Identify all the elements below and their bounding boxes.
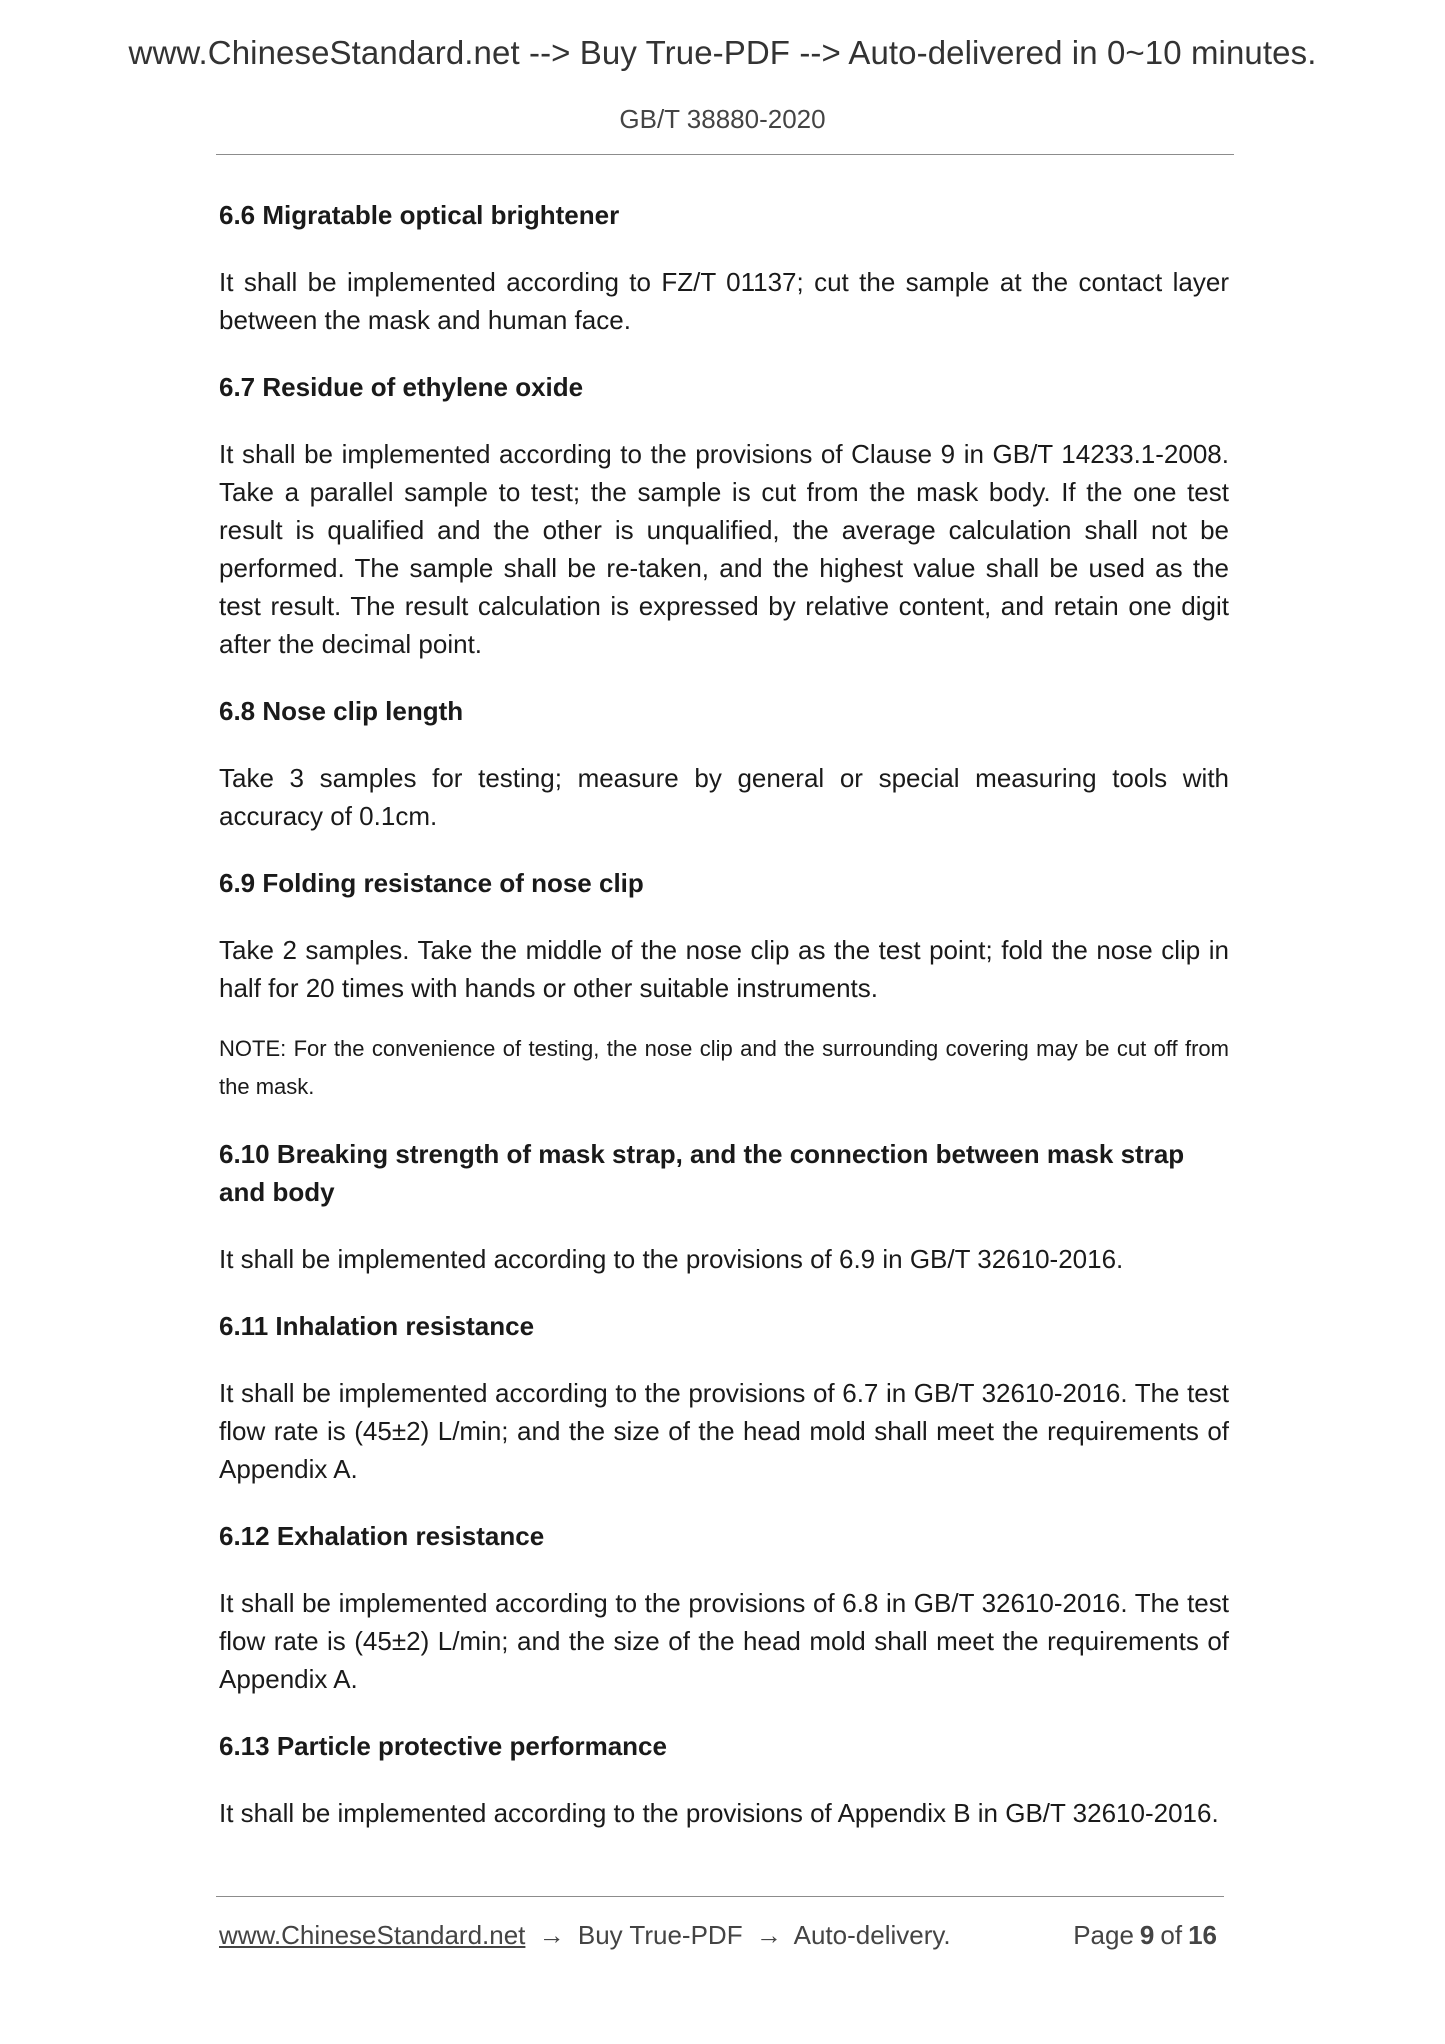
section-6-13-title: 6.13 Particle protective performance bbox=[219, 1731, 667, 1761]
page-current: 9 bbox=[1139, 1920, 1155, 1950]
arrow-right-icon: → bbox=[538, 1920, 565, 1950]
top-banner: www.ChineseStandard.net --> Buy True-PDF --> Auto-delivered in 0~10 minutes. bbox=[128, 34, 1317, 71]
section-6-6-body: It shall be implemented according to FZ/T 01137; cut the sample at the contact layer between the mask and human face. bbox=[219, 267, 1229, 335]
section-6-10-body: It shall be implemented according to the provisions of 6.9 in GB/T 32610-2016. bbox=[219, 1244, 1124, 1274]
footer-delivery-text: Auto-delivery. bbox=[793, 1920, 951, 1950]
header-divider bbox=[216, 154, 1234, 155]
section-6-12-title: 6.12 Exhalation resistance bbox=[219, 1521, 545, 1551]
section-6-12-body: It shall be implemented according to the provisions of 6.8 in GB/T 32610-2016. The test flow rate is (45±2) L/min; and the size of the head mold shall meet the requirements of Appendix A. bbox=[219, 1588, 1229, 1694]
footer-divider bbox=[216, 1896, 1224, 1897]
section-6-11-body: It shall be implemented according to the provisions of 6.7 in GB/T 32610-2016. The test flow rate is (45±2) L/min; and the size of the head mold shall meet the requirements of Appendix A. bbox=[219, 1378, 1229, 1484]
page-label: Page bbox=[1073, 1920, 1134, 1950]
page-of: of bbox=[1160, 1920, 1183, 1950]
section-6-7-body: It shall be implemented according to the provisions of Clause 9 in GB/T 14233.1-2008. Take a parallel sample to test; the sample is cut from the mask body. If the one test result is qualified and the other is unqualified, the average calculation shall not be performed. The sample shall be re-taken, and the highest value shall be used as the test result. The result calculation is expressed by relative content, and retain one digit after the decimal point. bbox=[219, 439, 1229, 659]
page-footer bbox=[219, 1918, 1223, 1952]
standard-number: GB/T 38880-2020 bbox=[619, 104, 826, 134]
page-total: 16 bbox=[1188, 1920, 1217, 1950]
section-6-9-title: 6.9 Folding resistance of nose clip bbox=[219, 868, 644, 898]
section-6-9-note: NOTE: For the convenience of testing, the nose clip and the surrounding covering may be cut off from the mask. bbox=[219, 1036, 1229, 1099]
section-6-13-body: It shall be implemented according to the provisions of Appendix B in GB/T 32610-2016. bbox=[219, 1798, 1219, 1828]
section-6-6-title: 6.6 Migratable optical brightener bbox=[219, 200, 620, 230]
section-6-10-title: 6.10 Breaking strength of mask strap, and the connection between mask strap and body bbox=[219, 1139, 1185, 1207]
page-indicator bbox=[1073, 1918, 1223, 1952]
section-6-11-title: 6.11 Inhalation resistance bbox=[219, 1311, 535, 1341]
section-6-7-title: 6.7 Residue of ethylene oxide bbox=[219, 372, 584, 402]
section-6-8-body: Take 3 samples for testing; measure by general or special measuring tools with accuracy of 0.1cm. bbox=[219, 763, 1229, 831]
section-6-9-body: Take 2 samples. Take the middle of the nose clip as the test point; fold the nose clip in half for 20 times with hands or other suitable instruments. bbox=[219, 935, 1229, 1003]
section-6-8-title: 6.8 Nose clip length bbox=[219, 696, 464, 726]
footer-buy-text: Buy True-PDF bbox=[577, 1920, 743, 1950]
arrow-right-icon: → bbox=[755, 1920, 782, 1950]
footer-site-link[interactable]: www.ChineseStandard.net bbox=[219, 1920, 526, 1950]
document-body bbox=[219, 196, 1229, 1861]
